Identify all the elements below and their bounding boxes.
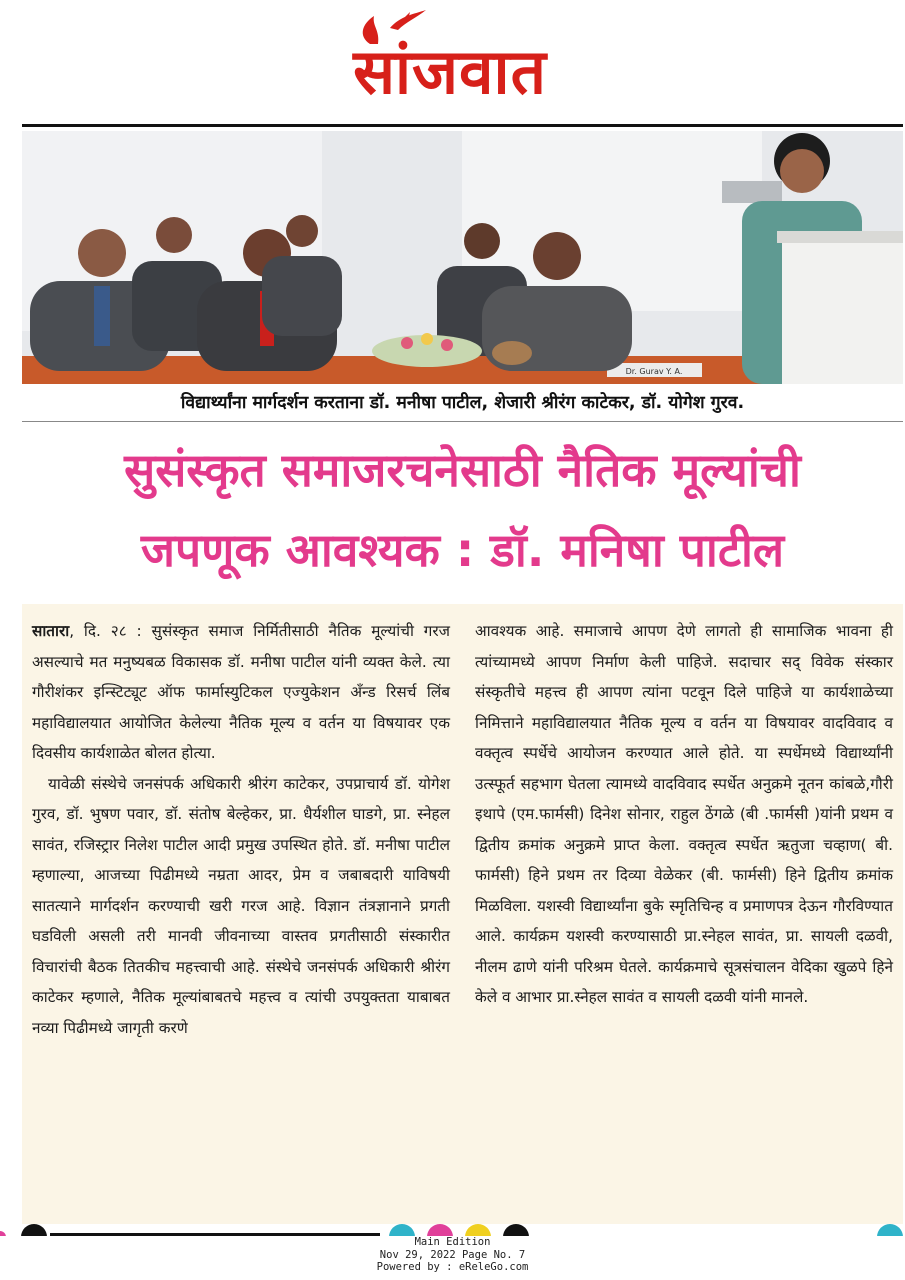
article-paragraph-3: आवश्यक आहे. समाजाचे आपण देणे लागतो ही सामाजिक भावना ही त्यांच्यामध्ये आपण निर्माण केली पाहिजे. सदाचार सद् विवेक संस्कार संस्कृतीचे महत्त्व ही आपण त्यांना पटवून दिले पाहिजे या कार्यशाळेच्या निमित्ताने महाविद्यालयात नैतिक मूल्य व वर्तन या विषयावर वादविवाद व वक्तृत्व स्पर्धेचे आयोजन करण्यात आले होते. या स्पर्धेमध्ये विद्यार्थ्यांनी उत्स्फूर्त सहभाग घेतला त्यामध्ये वादविवाद स्पर्धेत अनुक्रमे नूतन कांबळे,गौरी इथापे (एम.फार्मसी) दिनेश सोनार, राहुल ठेंगळे (बी .फार्मसी )यांनी प्रथम व द्वितीय क्रमांक अनुक्रमे प्राप्त केला. वक्तृत्व स्पर्धेत ऋतुजा चव्हाण( बी. फार्मसी) हिने प्रथम तर दिव्या वेळेकर (बी. फार्मसी) हिने द्वितीय क्रमांक मिळविला. यशस्वी विद्यार्थ्यांना बुके स्मृतिचिन्ह व प्रमाणपत्र देऊन गौरविण्यात आले. कार्यक्रम यशस्वी करण्यासाठी प्रा.स्नेहल सावंत, प्रा. सायली दळवी, नीलम ढाणे यांनी परिश्रम घेतले. कार्यक्रमाचे सूत्रसंचालन वेदिका खुळपे हिने केले व आभार प्रा.स्नेहल सावंत व सायली दळवी यांनी मानले. [475, 622, 893, 1006]
dateline: सातारा [32, 622, 70, 640]
registration-strip [0, 1222, 905, 1236]
registration-marks [0, 1223, 905, 1237]
event-photo [22, 131, 903, 384]
logo-text: सांजवात [353, 35, 547, 108]
headline-line-2: जपणूक आवश्यक : डॉ. मनिषा पाटील [140, 523, 785, 577]
photo-caption: विद्यार्थ्यांना मार्गदर्शन करताना डॉ. मनीषा पाटील, शेजारी श्रीरंग काटेकर, डॉ. योगेश गुरव. [180, 393, 745, 413]
headline [22, 430, 903, 600]
article-body [22, 604, 903, 1224]
article-paragraph-2: यावेळी संस्थेचे जनसंपर्क अधिकारी श्रीरंग काटेकर, उपप्राचार्य डॉ. योगेश गुरव, डॉ. भुषण पवार, डॉ. संतोष बेल्हेकर, प्रा. धैर्यशील घाडगे, प्रा. स्नेहल सावंत, रजिस्ट्रार निलेश पाटील आदी प्रमुख उपस्थित होते. डॉ. मनीषा पाटील म्हणाल्या, आजच्या पिढीमध्ये नम्रता आदर, प्रेम व जबाबदारी याविषयी सातत्याने मार्गदर्शन करण्याची खरी गरज आहे. विज्ञान तंत्रज्ञानाने प्रगती घडविली असली तरी मानवी जीवनाच्या वास्तव प्रगतीसाठी संस्कारीत विचारांची बैठक तितकीच महत्त्वाची आहे. संस्थेचे जनसंपर्क अधिकारी श्रीरंग काटेकर म्हणाले, नैतिक मूल्यांबाबतचे महत्त्व व त्यांची उपयुक्तता याबाबत नव्या पिढीमध्ये जागृती करणे [32, 774, 450, 1037]
masthead-rule [22, 124, 903, 127]
nameplate-text: Dr. Gurav Y. A. [625, 367, 683, 376]
footer-powered-by[interactable]: Powered by : eReleGo.com [376, 1261, 529, 1273]
article-column-left [32, 616, 450, 1216]
wall-socket [722, 181, 782, 203]
article-paragraph-1 [32, 616, 450, 769]
footer [0, 1236, 905, 1280]
footer-date-page: Nov 29, 2022 Page No. 7 [379, 1248, 526, 1261]
event-photo-illustration [22, 131, 903, 384]
headline-line-1: सुसंस्कृत समाजरचनेसाठी नैतिक मूल्यांची [124, 443, 801, 497]
footer-edition: Main Edition [414, 1236, 491, 1248]
masthead [0, 0, 905, 120]
paragraph-1-text: , दि. २८ : सुसंस्कृत समाज निर्मितीसाठी नैतिक मूल्यांची गरज असल्याचे मत मनुष्यबळ विकासक डॉ. मनीषा पाटील यांनी व्यक्त केले. त्या गौरीशंकर इन्स्टिट्यूट ऑफ फार्मास्युटिकल एज्युकेशन अँन्ड रिसर्च लिंब महाविद्यालयात आयोजित केलेल्या नैतिक मूल्य व वर्तन या विषयावर एक दिवसीय कार्यशाळेत बोलत होत्या. [32, 622, 450, 762]
article-column-right [475, 616, 893, 1216]
caption-rule [22, 421, 903, 422]
newspaper-logo [300, 6, 600, 114]
